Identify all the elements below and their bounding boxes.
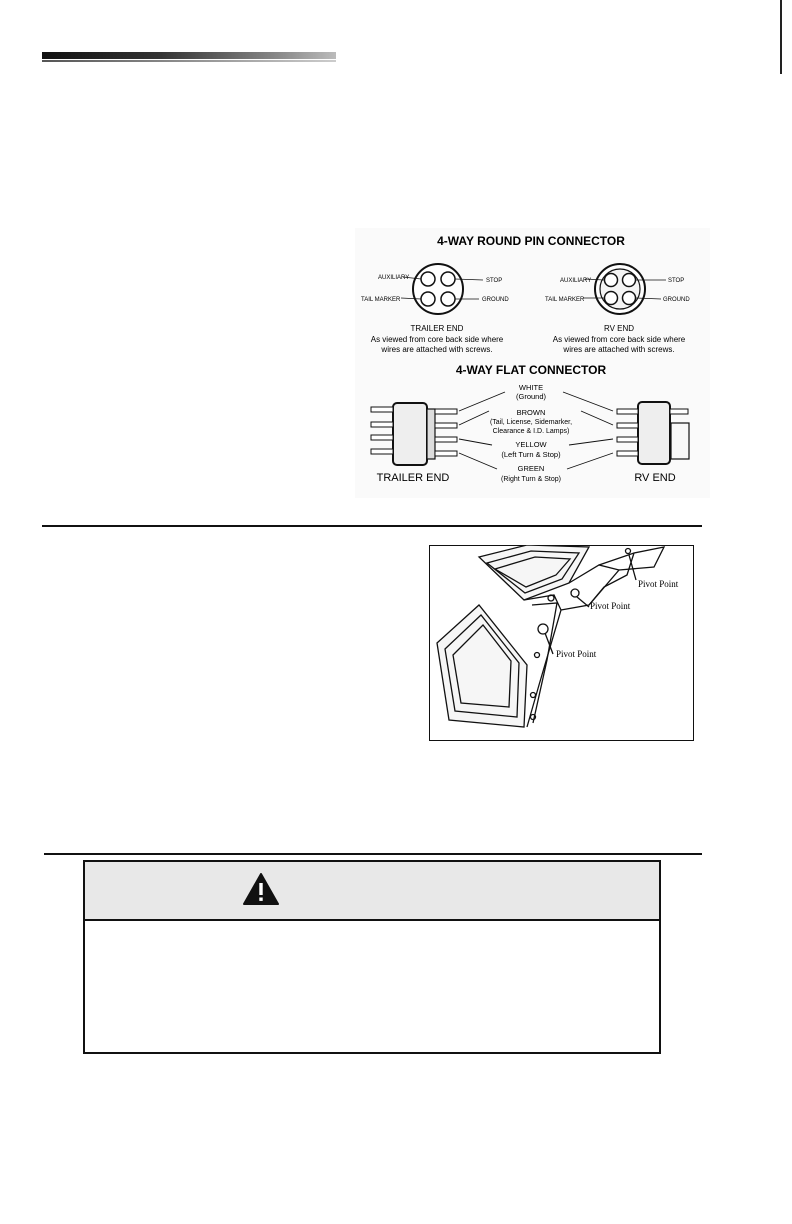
pivot-point-label-middle: Pivot Point	[590, 601, 631, 611]
wire-brown-function2: Clearance & I.D. Lamps)	[492, 428, 570, 435]
connector-wiring-diagram	[355, 228, 710, 498]
flat-rv-end-label: RV END	[634, 472, 676, 484]
pivot-point-label-bottom: Pivot Point	[556, 649, 597, 659]
wire-brown-color: BROWN	[516, 408, 546, 417]
trailer-round-note-line2: wires are attached with screws.	[381, 345, 493, 354]
flat-connector-title: 4-WAY FLAT CONNECTOR	[455, 363, 607, 377]
wire-green-function: (Right Turn & Stop)	[501, 476, 561, 483]
wire-yellow-function: (Left Turn & Stop)	[501, 450, 561, 459]
wire-green-color: GREEN	[517, 464, 545, 473]
wire-white-color: WHITE	[518, 383, 544, 392]
step-pivot-figure	[429, 545, 694, 741]
rv-round-end-label: RV END	[603, 324, 635, 333]
section-divider	[42, 525, 702, 527]
trailer-round-end-label: TRAILER END	[410, 324, 464, 333]
trailer-tail-marker-label: TAIL MARKER	[361, 297, 401, 303]
pivot-point-label-top: Pivot Point	[638, 579, 679, 589]
warning-header	[85, 862, 659, 921]
warning-triangle-icon	[242, 872, 280, 906]
wire-brown-function: (Tail, License, Sidemarker,	[489, 419, 573, 426]
trailer-ground-label: GROUND	[482, 297, 509, 303]
rv-ground-label: GROUND	[663, 297, 690, 303]
rv-stop-label: STOP	[668, 278, 685, 284]
warning-box	[83, 860, 661, 1054]
flat-trailer-end-label: TRAILER END	[376, 472, 450, 484]
section-header-bar	[42, 52, 336, 59]
rv-auxiliary-label: AUXILIARY	[560, 278, 592, 284]
section-divider-2	[44, 853, 702, 855]
rv-round-note-line1: As viewed from core back side where	[552, 335, 686, 344]
trailer-stop-label: STOP	[486, 278, 503, 284]
round-connector-title: 4-WAY ROUND PIN CONNECTOR	[437, 234, 625, 248]
trim-mark-right	[780, 0, 782, 74]
section-header-underline	[42, 60, 336, 62]
rv-tail-marker-label: TAIL MARKER	[545, 297, 585, 303]
wire-white-function: (Ground)	[515, 392, 547, 401]
trailer-auxiliary-label: AUXILIARY	[378, 275, 410, 281]
rv-round-note-line2: wires are attached with screws.	[563, 345, 675, 354]
wire-yellow-color: YELLOW	[515, 440, 547, 449]
trailer-round-note-line1: As viewed from core back side where	[370, 335, 504, 344]
